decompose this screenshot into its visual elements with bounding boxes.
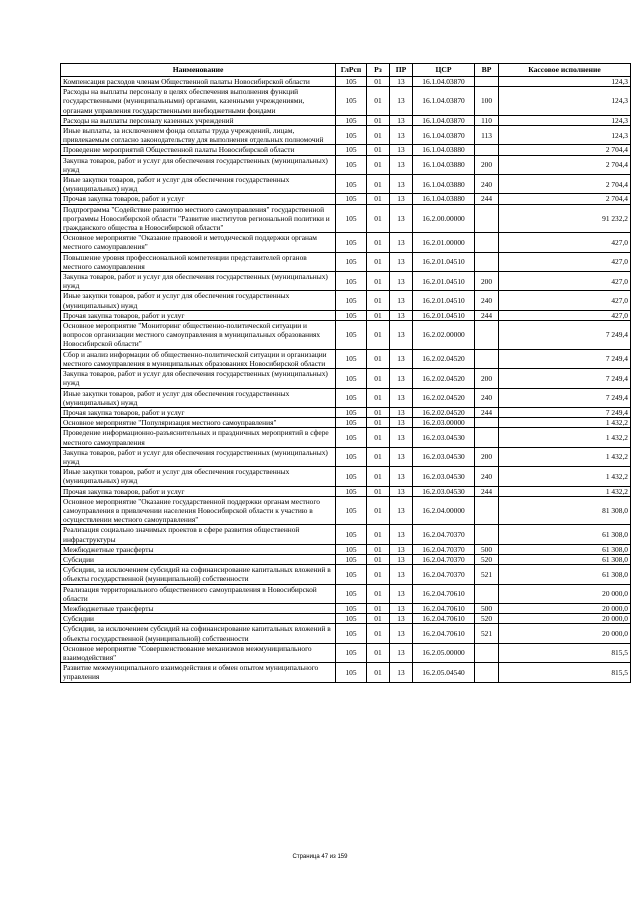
cell-name: Расходы на выплаты персоналу в целях обеспечения выполнения функций государственными (муниципальными) органами, казенными учреждениями, органами управления государственными внебюджетными фондами — [61, 87, 336, 116]
cell-csr: 16.2.04.70370 — [413, 554, 475, 564]
page-footer: Страница 47 из 159 — [292, 854, 348, 860]
cell-glrsp: 105 — [336, 291, 367, 310]
cell-rz: 01 — [367, 624, 390, 643]
table-row — [61, 155, 631, 174]
col-header-csr: ЦСР — [413, 64, 475, 77]
table-row — [61, 467, 631, 486]
cell-csr: 16.2.04.70370 — [413, 565, 475, 584]
cell-vr — [475, 233, 499, 252]
cell-amount: 427,0 — [499, 291, 631, 310]
cell-amount: 20 000,0 — [499, 603, 631, 613]
cell-glrsp: 105 — [336, 194, 367, 204]
cell-glrsp: 105 — [336, 428, 367, 447]
cell-vr: 244 — [475, 194, 499, 204]
cell-vr: 520 — [475, 614, 499, 624]
cell-csr: 16.2.03.04530 — [413, 486, 475, 496]
cell-glrsp: 105 — [336, 87, 367, 116]
cell-vr: 200 — [475, 447, 499, 466]
cell-glrsp: 105 — [336, 349, 367, 368]
cell-glrsp: 105 — [336, 126, 367, 145]
cell-glrsp: 105 — [336, 252, 367, 271]
cell-name: Субсидии — [61, 554, 336, 564]
cell-csr: 16.2.02.00000 — [413, 321, 475, 350]
cell-pr: 13 — [390, 663, 413, 682]
cell-rz: 01 — [367, 87, 390, 116]
table-row — [61, 321, 631, 350]
cell-rz: 01 — [367, 418, 390, 428]
cell-pr: 13 — [390, 155, 413, 174]
cell-csr: 16.1.04.03880 — [413, 155, 475, 174]
cell-glrsp: 105 — [336, 407, 367, 417]
cell-rz: 01 — [367, 428, 390, 447]
table-row — [61, 272, 631, 291]
cell-pr: 13 — [390, 496, 413, 525]
cell-csr: 16.2.02.04520 — [413, 407, 475, 417]
cell-pr: 13 — [390, 115, 413, 125]
cell-glrsp: 105 — [336, 525, 367, 544]
cell-csr: 16.2.04.70610 — [413, 584, 475, 603]
cell-rz: 01 — [367, 603, 390, 613]
cell-rz: 01 — [367, 175, 390, 194]
cell-amount: 124,3 — [499, 126, 631, 145]
cell-name: Субсидии, за исключением субсидий на софинансирование капитальных вложений в объекты государственной (муниципальной) собственности — [61, 565, 336, 584]
cell-name: Субсидии, за исключением субсидий на софинансирование капитальных вложений в объекты государственной (муниципальной) собственности — [61, 624, 336, 643]
cell-pr: 13 — [390, 204, 413, 233]
cell-csr: 16.1.04.03870 — [413, 77, 475, 87]
cell-glrsp: 105 — [336, 369, 367, 388]
cell-vr: 240 — [475, 175, 499, 194]
table-row — [61, 145, 631, 155]
table-row — [61, 310, 631, 320]
cell-name: Проведение информационно-разъяснительных и праздничных мероприятий в сфере местного самоуправления — [61, 428, 336, 447]
cell-vr: 100 — [475, 87, 499, 116]
cell-amount: 20 000,0 — [499, 624, 631, 643]
cell-glrsp: 105 — [336, 663, 367, 682]
cell-csr: 16.2.01.00000 — [413, 233, 475, 252]
cell-amount: 61 308,0 — [499, 554, 631, 564]
cell-rz: 01 — [367, 194, 390, 204]
cell-rz: 01 — [367, 349, 390, 368]
cell-name: Реализация социально значимых проектов в сфере развития общественной инфраструктуры — [61, 525, 336, 544]
cell-csr: 16.1.04.03880 — [413, 145, 475, 155]
cell-glrsp: 105 — [336, 467, 367, 486]
col-header-glrsp: ГлРсп — [336, 64, 367, 77]
cell-csr: 16.2.00.00000 — [413, 204, 475, 233]
cell-name: Закупка товаров, работ и услуг для обеспечения государственных (муниципальных) нужд — [61, 272, 336, 291]
cell-glrsp: 105 — [336, 584, 367, 603]
cell-name: Прочая закупка товаров, работ и услуг — [61, 194, 336, 204]
cell-csr: 16.2.04.00000 — [413, 496, 475, 525]
cell-csr: 16.2.04.70370 — [413, 544, 475, 554]
cell-glrsp: 105 — [336, 603, 367, 613]
cell-csr: 16.2.03.04530 — [413, 428, 475, 447]
cell-csr: 16.2.04.70610 — [413, 614, 475, 624]
cell-glrsp: 105 — [336, 155, 367, 174]
cell-vr — [475, 418, 499, 428]
cell-csr: 16.1.04.03880 — [413, 175, 475, 194]
cell-name: Иные закупки товаров, работ и услуг для обеспечения государственных (муниципальных) нужд — [61, 388, 336, 407]
cell-vr: 240 — [475, 388, 499, 407]
cell-csr: 16.2.03.04530 — [413, 447, 475, 466]
cell-glrsp: 105 — [336, 145, 367, 155]
cell-glrsp: 105 — [336, 565, 367, 584]
table-row — [61, 126, 631, 145]
cell-csr: 16.1.04.03870 — [413, 115, 475, 125]
col-header-name: Наименование — [61, 64, 336, 77]
cell-name: Межбюджетные трансферты — [61, 603, 336, 613]
cell-amount: 124,3 — [499, 87, 631, 116]
table-row — [61, 369, 631, 388]
cell-vr: 200 — [475, 272, 499, 291]
table-row — [61, 233, 631, 252]
cell-name: Иные закупки товаров, работ и услуг для обеспечения государственных (муниципальных) нужд — [61, 467, 336, 486]
table-row — [61, 291, 631, 310]
cell-pr: 13 — [390, 584, 413, 603]
cell-vr — [475, 663, 499, 682]
cell-vr — [475, 145, 499, 155]
cell-amount: 1 432,2 — [499, 428, 631, 447]
table-row — [61, 252, 631, 271]
cell-name: Иные закупки товаров, работ и услуг для обеспечения государственных (муниципальных) нужд — [61, 175, 336, 194]
cell-vr — [475, 204, 499, 233]
cell-name: Иные закупки товаров, работ и услуг для обеспечения государственных (муниципальных) нужд — [61, 291, 336, 310]
cell-rz: 01 — [367, 407, 390, 417]
table-header-row — [61, 64, 631, 77]
cell-pr: 13 — [390, 233, 413, 252]
cell-csr: 16.2.03.00000 — [413, 418, 475, 428]
cell-rz: 01 — [367, 155, 390, 174]
cell-name: Повышение уровня профессиональной компетенции представителей органов местного самоуправления — [61, 252, 336, 271]
table-row — [61, 194, 631, 204]
table-row — [61, 418, 631, 428]
cell-pr: 13 — [390, 321, 413, 350]
cell-name: Межбюджетные трансферты — [61, 544, 336, 554]
table-row — [61, 407, 631, 417]
cell-vr: 240 — [475, 291, 499, 310]
cell-amount: 2 704,4 — [499, 155, 631, 174]
cell-rz: 01 — [367, 310, 390, 320]
cell-pr: 13 — [390, 310, 413, 320]
cell-csr: 16.2.01.04510 — [413, 310, 475, 320]
cell-csr: 16.2.04.70610 — [413, 624, 475, 643]
cell-amount: 124,3 — [499, 115, 631, 125]
cell-name: Реализация территориального общественного самоуправления в Новосибирской области — [61, 584, 336, 603]
col-header-amount: Кассовое исполнение — [499, 64, 631, 77]
cell-glrsp: 105 — [336, 614, 367, 624]
cell-rz: 01 — [367, 643, 390, 662]
cell-rz: 01 — [367, 525, 390, 544]
cell-name: Компенсация расходов членам Общественной палаты Новосибирской области — [61, 77, 336, 87]
cell-vr — [475, 252, 499, 271]
cell-csr: 16.1.04.03870 — [413, 126, 475, 145]
cell-vr: 110 — [475, 115, 499, 125]
cell-pr: 13 — [390, 624, 413, 643]
table-row — [61, 349, 631, 368]
cell-amount: 815,5 — [499, 643, 631, 662]
cell-amount: 1 432,2 — [499, 467, 631, 486]
cell-vr: 244 — [475, 310, 499, 320]
table-row — [61, 584, 631, 603]
cell-glrsp: 105 — [336, 175, 367, 194]
cell-vr: 240 — [475, 467, 499, 486]
cell-rz: 01 — [367, 115, 390, 125]
cell-name: Основное мероприятие "Мониторинг общественно-политической ситуации и вопросов организации местного самоуправления в муниципальных образованиях Новосибирской области" — [61, 321, 336, 350]
cell-pr: 13 — [390, 349, 413, 368]
cell-pr: 13 — [390, 175, 413, 194]
table-row — [61, 624, 631, 643]
cell-rz: 01 — [367, 486, 390, 496]
table-row — [61, 115, 631, 125]
cell-rz: 01 — [367, 145, 390, 155]
cell-vr — [475, 496, 499, 525]
cell-amount: 81 308,0 — [499, 496, 631, 525]
cell-csr: 16.1.04.03870 — [413, 87, 475, 116]
cell-amount: 427,0 — [499, 252, 631, 271]
cell-rz: 01 — [367, 554, 390, 564]
cell-vr — [475, 349, 499, 368]
cell-name: Развитие межмуниципального взаимодействия и обмен опытом муниципального управления — [61, 663, 336, 682]
cell-amount: 7 249,4 — [499, 388, 631, 407]
cell-pr: 13 — [390, 77, 413, 87]
col-header-rz: Рз — [367, 64, 390, 77]
cell-amount: 2 704,4 — [499, 145, 631, 155]
cell-csr: 16.2.01.04510 — [413, 272, 475, 291]
cell-name: Подпрограмма "Содействие развитию местного самоуправления" государственной программы Новосибирской области "Развитие институтов региональной политики и гражданского общества в Новосибирской области" — [61, 204, 336, 233]
cell-glrsp: 105 — [336, 310, 367, 320]
cell-rz: 01 — [367, 233, 390, 252]
cell-csr: 16.2.01.04510 — [413, 252, 475, 271]
cell-rz: 01 — [367, 369, 390, 388]
cell-glrsp: 105 — [336, 388, 367, 407]
cell-glrsp: 105 — [336, 486, 367, 496]
cell-pr: 13 — [390, 369, 413, 388]
cell-glrsp: 105 — [336, 624, 367, 643]
cell-glrsp: 105 — [336, 204, 367, 233]
cell-amount: 20 000,0 — [499, 584, 631, 603]
cell-vr — [475, 643, 499, 662]
cell-vr: 113 — [475, 126, 499, 145]
cell-vr: 521 — [475, 565, 499, 584]
cell-vr — [475, 584, 499, 603]
cell-amount: 1 432,2 — [499, 447, 631, 466]
cell-name: Иные выплаты, за исключением фонда оплаты труда учреждений, лицам, привлекаемым согласно законодательству для выполнения отдельных полномочий — [61, 126, 336, 145]
cell-amount: 427,0 — [499, 233, 631, 252]
cell-vr — [475, 525, 499, 544]
table-row — [61, 77, 631, 87]
table-row — [61, 663, 631, 682]
cell-csr: 16.2.03.04530 — [413, 467, 475, 486]
cell-pr: 13 — [390, 388, 413, 407]
cell-amount: 2 704,4 — [499, 194, 631, 204]
cell-glrsp: 105 — [336, 233, 367, 252]
cell-rz: 01 — [367, 204, 390, 233]
table-row — [61, 525, 631, 544]
cell-glrsp: 105 — [336, 544, 367, 554]
table-row — [61, 204, 631, 233]
col-header-vr: ВР — [475, 64, 499, 77]
table-row — [61, 614, 631, 624]
table-row — [61, 447, 631, 466]
cell-glrsp: 105 — [336, 321, 367, 350]
cell-csr: 16.2.05.04540 — [413, 663, 475, 682]
cell-pr: 13 — [390, 565, 413, 584]
table-row — [61, 554, 631, 564]
cell-vr: 200 — [475, 155, 499, 174]
cell-glrsp: 105 — [336, 77, 367, 87]
cell-vr — [475, 321, 499, 350]
cell-name: Расходы на выплаты персоналу казенных учреждений — [61, 115, 336, 125]
table-row — [61, 603, 631, 613]
cell-name: Прочая закупка товаров, работ и услуг — [61, 310, 336, 320]
cell-name: Закупка товаров, работ и услуг для обеспечения государственных (муниципальных) нужд — [61, 447, 336, 466]
cell-rz: 01 — [367, 126, 390, 145]
cell-glrsp: 105 — [336, 115, 367, 125]
cell-vr: 500 — [475, 544, 499, 554]
cell-vr: 500 — [475, 603, 499, 613]
cell-csr: 16.2.05.00000 — [413, 643, 475, 662]
cell-rz: 01 — [367, 663, 390, 682]
table-body — [61, 77, 631, 683]
cell-amount: 91 232,2 — [499, 204, 631, 233]
cell-amount: 61 308,0 — [499, 565, 631, 584]
table-row — [61, 496, 631, 525]
cell-pr: 13 — [390, 467, 413, 486]
cell-pr: 13 — [390, 194, 413, 204]
cell-rz: 01 — [367, 272, 390, 291]
table-row — [61, 565, 631, 584]
cell-rz: 01 — [367, 77, 390, 87]
document-page — [60, 63, 630, 683]
cell-pr: 13 — [390, 291, 413, 310]
cell-pr: 13 — [390, 486, 413, 496]
cell-pr: 13 — [390, 87, 413, 116]
cell-name: Основное мероприятие "Оказание государственной поддержки органам местного самоуправления в привлечении населения Новосибирской области к участию в осуществлении местного самоуправления" — [61, 496, 336, 525]
cell-name: Прочая закупка товаров, работ и услуг — [61, 407, 336, 417]
cell-pr: 13 — [390, 525, 413, 544]
cell-amount: 427,0 — [499, 310, 631, 320]
cell-name: Основное мероприятие "Оказание правовой и методической поддержки органам местного самоуправления" — [61, 233, 336, 252]
cell-vr: 200 — [475, 369, 499, 388]
cell-vr — [475, 77, 499, 87]
cell-name: Закупка товаров, работ и услуг для обеспечения государственных (муниципальных) нужд — [61, 369, 336, 388]
cell-pr: 13 — [390, 428, 413, 447]
cell-rz: 01 — [367, 565, 390, 584]
cell-amount: 20 000,0 — [499, 614, 631, 624]
cell-name: Сбор и анализ информации об общественно-политической ситуации и организации местного самоуправления в муниципальных образованиях Новосибирской области — [61, 349, 336, 368]
cell-pr: 13 — [390, 272, 413, 291]
cell-rz: 01 — [367, 614, 390, 624]
cell-csr: 16.2.02.04520 — [413, 369, 475, 388]
cell-rz: 01 — [367, 496, 390, 525]
cell-glrsp: 105 — [336, 643, 367, 662]
cell-pr: 13 — [390, 252, 413, 271]
cell-amount: 7 249,4 — [499, 349, 631, 368]
cell-amount: 7 249,4 — [499, 407, 631, 417]
col-header-pr: ПР — [390, 64, 413, 77]
cell-glrsp: 105 — [336, 496, 367, 525]
cell-rz: 01 — [367, 584, 390, 603]
table-row — [61, 175, 631, 194]
cell-rz: 01 — [367, 252, 390, 271]
cell-csr: 16.2.04.70370 — [413, 525, 475, 544]
cell-rz: 01 — [367, 447, 390, 466]
cell-rz: 01 — [367, 388, 390, 407]
cell-glrsp: 105 — [336, 554, 367, 564]
cell-csr: 16.2.02.04520 — [413, 349, 475, 368]
cell-name: Закупка товаров, работ и услуг для обеспечения государственных (муниципальных) нужд — [61, 155, 336, 174]
table-row — [61, 544, 631, 554]
cell-name: Субсидии — [61, 614, 336, 624]
table-row — [61, 486, 631, 496]
cell-vr: 521 — [475, 624, 499, 643]
cell-amount: 427,0 — [499, 272, 631, 291]
cell-amount: 7 249,4 — [499, 369, 631, 388]
cell-amount: 2 704,4 — [499, 175, 631, 194]
cell-name: Основное мероприятие "Совершенствование механизмов межмуниципального взаимодействия" — [61, 643, 336, 662]
cell-amount: 7 249,4 — [499, 321, 631, 350]
table-row — [61, 643, 631, 662]
cell-amount: 124,3 — [499, 77, 631, 87]
cell-pr: 13 — [390, 126, 413, 145]
cell-glrsp: 105 — [336, 447, 367, 466]
cell-pr: 13 — [390, 447, 413, 466]
cell-amount: 1 432,2 — [499, 418, 631, 428]
table-row — [61, 388, 631, 407]
cell-vr: 520 — [475, 554, 499, 564]
cell-amount: 815,5 — [499, 663, 631, 682]
cell-vr — [475, 428, 499, 447]
cell-csr: 16.2.04.70610 — [413, 603, 475, 613]
cell-rz: 01 — [367, 321, 390, 350]
cell-amount: 61 308,0 — [499, 525, 631, 544]
table-row — [61, 428, 631, 447]
cell-glrsp: 105 — [336, 418, 367, 428]
cell-pr: 13 — [390, 554, 413, 564]
cell-pr: 13 — [390, 544, 413, 554]
cell-rz: 01 — [367, 467, 390, 486]
cell-vr: 244 — [475, 486, 499, 496]
cell-pr: 13 — [390, 643, 413, 662]
cell-amount: 1 432,2 — [499, 486, 631, 496]
cell-csr: 16.1.04.03880 — [413, 194, 475, 204]
cell-pr: 13 — [390, 145, 413, 155]
cell-pr: 13 — [390, 407, 413, 417]
cell-glrsp: 105 — [336, 272, 367, 291]
budget-table — [60, 63, 631, 683]
cell-name: Основное мероприятие "Популяризация местного самоуправления" — [61, 418, 336, 428]
cell-pr: 13 — [390, 614, 413, 624]
cell-csr: 16.2.01.04510 — [413, 291, 475, 310]
table-row — [61, 87, 631, 116]
cell-name: Проведение мероприятий Общественной палаты Новосибирской области — [61, 145, 336, 155]
cell-vr: 244 — [475, 407, 499, 417]
cell-pr: 13 — [390, 603, 413, 613]
cell-name: Прочая закупка товаров, работ и услуг — [61, 486, 336, 496]
cell-rz: 01 — [367, 544, 390, 554]
cell-amount: 61 308,0 — [499, 544, 631, 554]
cell-pr: 13 — [390, 418, 413, 428]
cell-rz: 01 — [367, 291, 390, 310]
cell-csr: 16.2.02.04520 — [413, 388, 475, 407]
